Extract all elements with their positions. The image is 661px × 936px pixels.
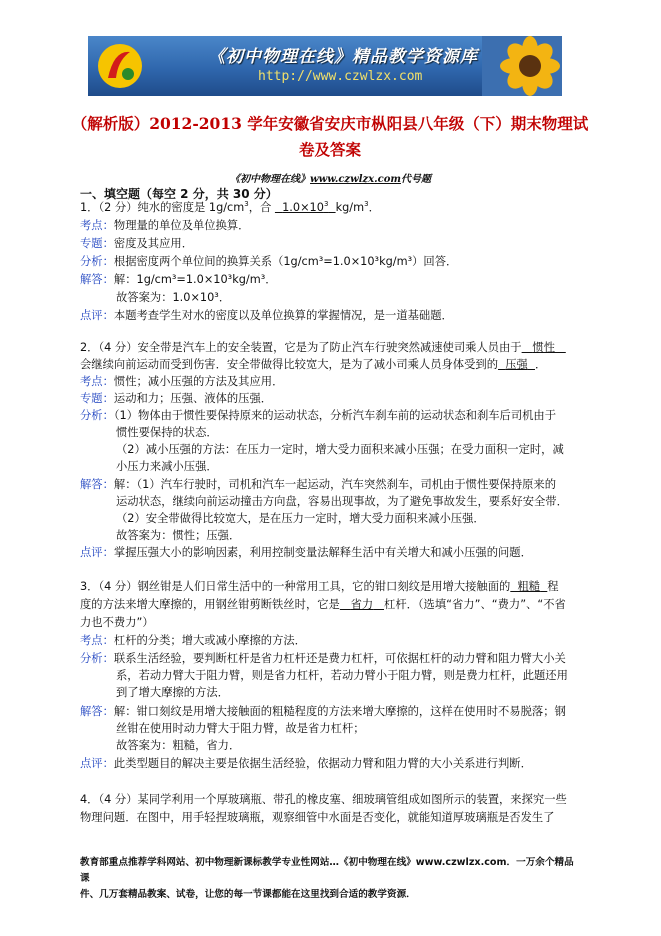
q2-l2-b: ．: [534, 358, 547, 371]
section-heading: 一、填空题（每空 2 分，共 30 分）: [80, 187, 278, 201]
q1-dianping: [80, 308, 453, 324]
label-jieda: 解答：: [80, 478, 114, 491]
q2-stem-line1: [80, 340, 566, 356]
q2-answer-blank1: [522, 341, 566, 354]
q3-answer-blank1: [510, 580, 547, 593]
q3-fenxi: [80, 651, 566, 667]
q3-fenxi-1: 联系生活经验，要判断杠杆是省力杠杆还是费力杠杆，可依据杠杆的动力臂和阻力臂大小关: [113, 652, 566, 665]
label-fenxi: 分析：: [80, 409, 114, 422]
q2-jieda: [80, 477, 556, 493]
q1-kaodian-text: 物理量的单位及单位换算．: [113, 219, 250, 232]
q2-answer-blank2: [498, 358, 535, 371]
label-kaodian: 考点：: [80, 219, 114, 232]
q3-dianping-text: 此类型题目的解决主要是依据生活经验，依据动力臂和阻力臂的大小关系进行判断．: [113, 757, 532, 770]
label-dianping: 点评：: [80, 546, 114, 559]
subtitle-site: 《初中物理在线》: [230, 174, 311, 185]
label-dianping: 点评：: [80, 309, 114, 322]
label-fenxi: 分析：: [80, 255, 114, 268]
document-title-line1: （解析版）2012-2013 学年安徽省安庆市枞阳县八年级（下）期末物理试: [71, 114, 589, 133]
q2-fenxi-1: （1）物体由于惯性要保持原来的运动状态，分析汽车刹车前的运动状态和刹车后司机由于: [113, 409, 557, 422]
q2-kaodian: [80, 374, 283, 390]
q1-dianping-text: 本题考查学生对水的密度以及单位换算的掌握情况，是一道基础题．: [113, 309, 453, 322]
q3-l2-a: 度的方法来增大摩擦的，用钢丝钳剪断铁丝时，它是: [80, 598, 340, 611]
q1-kaodian: [80, 218, 249, 234]
q2-stem-line2: [80, 357, 546, 373]
label-kaodian: 考点：: [80, 634, 114, 647]
site-logo-icon: [94, 40, 146, 92]
q2-zhuanti-text: 运动和力；压强、液体的压强．: [113, 392, 273, 405]
q3-kaodian: [80, 633, 306, 649]
q4-stem-line2: 物理问题．在图中，用手轻捏玻璃瓶，观察细管中水面是否变化，就能知道厚玻璃瓶是否发生了: [80, 811, 555, 824]
label-zhuanti: 专题：: [80, 237, 114, 250]
label-dianping: 点评：: [80, 757, 114, 770]
document-subtitle: [0, 170, 661, 185]
q3-stem-line3: 力也不费力”）: [80, 616, 154, 629]
q3-blank1-text: 粗糙: [517, 580, 541, 593]
banner-title: 《初中物理在线》精品教学资源库: [208, 47, 478, 67]
q3-fenxi-line2: 系，若动力臂大于阻力臂，则是省力杠杆，若动力臂小于阻力臂，则是费力杠杆，此题还用: [116, 669, 568, 682]
footer-line2: 件、几万套精品教案、试卷，让您的每一节课都能在这里找到合适的教学资源．: [80, 889, 416, 900]
q2-fenxi: [80, 408, 556, 424]
q3-answer-blank2: [340, 598, 384, 611]
subtitle-url[interactable]: www.czwlzx.com: [310, 174, 401, 185]
banner-url[interactable]: http://www.czwlzx.com: [258, 69, 423, 84]
q3-blank2-text: 省力: [350, 598, 374, 611]
label-fenxi: 分析：: [80, 652, 114, 665]
q3-l1-b: 程: [547, 580, 559, 593]
q1-jieda-text: 解：1g/cm³=1.0×10³kg/m³．: [113, 273, 277, 286]
q1-stem-d: ．: [368, 201, 380, 214]
q2-jieda-1: 解：（1）汽车行驶时，司机和汽车一起运动，汽车突然刹车，司机由于惯性要保持原来的: [113, 478, 557, 491]
sunflower-icon: [482, 36, 562, 96]
page-footer: [80, 855, 580, 903]
q2-zhuanti: [80, 391, 272, 407]
q3-stem-line2: [80, 597, 566, 613]
header-banner: [88, 36, 562, 96]
q1-answer-blank: [275, 201, 336, 214]
q3-jieda: [80, 704, 566, 720]
q1-fenxi-text: 根据密度两个单位间的换算关系（1g/cm³=1.0×10³kg/m³）回答．: [113, 255, 458, 268]
q1-zhuanti-text: 密度及其应用．: [113, 237, 193, 250]
q3-jieda-1: 解：钳口刻纹是用增大接触面的粗糙程度的方法来增大摩擦的，这样在使用时不易脱落；钢: [113, 705, 566, 718]
q2-jieda-line2: 运动状态，继续向前运动撞击方向盘，容易出现事故，为了避免事故发生，要系好安全带．: [116, 495, 568, 508]
q3-fenxi-line3: 到了增大摩擦的方法．: [116, 686, 229, 699]
footer-line1: 教育部重点推荐学科网站、初中物理新课标教学专业性网站…《初中物理在线》www.czwlzx.com．一万余个精品课: [80, 857, 574, 884]
q1-blank-text: 1.0×10: [282, 201, 324, 214]
q2-fenxi-line4: 小压力来减小压强．: [116, 460, 218, 473]
q2-l2-a: 会继续向前运动而受到伤害．安全带做得比较宽大，是为了减小司乘人员身体受到的: [80, 358, 498, 371]
q1-stem-a: 1．（2 分）纯水的密度是 1g/cm: [80, 201, 245, 214]
q1-stem-c: kg/m: [335, 201, 365, 214]
document-title-line2: 卷及答案: [298, 140, 361, 159]
q1-stem: 1．（2 分）纯水的密度是 $1g/cm^3$，合 $1.0\times 10^3$ $kg/m^3$．: [80, 200, 380, 214]
q3-stem-line1: [80, 579, 559, 595]
q2-dianping-text: 掌握压强大小的影响因素，利用控制变量法解释生活中有关增大和减小压强的问题．: [113, 546, 532, 559]
q1-stem-b: ，合: [248, 201, 272, 214]
q1-fenxi: [80, 254, 457, 270]
q2-answer: 故答案为：惯性；压强．: [116, 529, 241, 542]
q3-dianping: [80, 756, 532, 772]
subtitle-suffix: 代号题: [400, 174, 431, 185]
label-kaodian: 考点：: [80, 375, 114, 388]
q2-l1-a: 2．（4 分）安全带是汽车上的安全装置，它是为了防止汽车行驶突然减速使司乘人员由于: [80, 341, 522, 354]
q2-jieda-line3: （2）安全带做得比较宽大，是在压力一定时，增大受力面积来减小压强．: [116, 512, 485, 525]
q2-dianping: [80, 545, 532, 561]
label-jieda: 解答：: [80, 273, 114, 286]
q2-blank1-text: 惯性: [532, 341, 555, 354]
q3-kaodian-text: 杠杆的分类；增大或减小摩擦的方法．: [113, 634, 306, 647]
label-jieda: 解答：: [80, 705, 114, 718]
q2-fenxi-line2: 惯性要保持的状态．: [116, 426, 218, 439]
q2-kaodian-text: 惯性；减小压强的方法及其应用．: [113, 375, 284, 388]
q2-fenxi-line3: （2）减小压强的方法：在压力一定时，增大受力面积来减小压强；在受力面积一定时，减: [116, 443, 564, 456]
q2-blank2-text: 压强: [505, 358, 528, 371]
q1-jieda: [80, 272, 277, 288]
q3-l1-a: 3．（4 分）钢丝钳是人们日常生活中的一种常用工具，它的钳口刻纹是用增大接触面的: [80, 580, 511, 593]
q3-l2-b: 杠杆．（选填“省力”、“费力”、“不省: [384, 598, 566, 611]
q1-blank-exp: 3: [323, 200, 329, 209]
q4-stem-line1: 4．（4 分）某同学利用一个厚玻璃瓶、带孔的橡皮塞、细玻璃管组成如图所示的装置，来探究一些: [80, 793, 567, 806]
q1-answer: 故答案为：1.0×10³．: [116, 291, 231, 304]
label-zhuanti: 专题：: [80, 392, 114, 405]
q3-jieda-line2: 丝钳在使用时动力臂大于阻力臂，故是省力杠杆；: [116, 722, 365, 735]
q1-zhuanti: [80, 236, 193, 252]
q3-answer: 故答案为：粗糙，省力．: [116, 739, 241, 752]
